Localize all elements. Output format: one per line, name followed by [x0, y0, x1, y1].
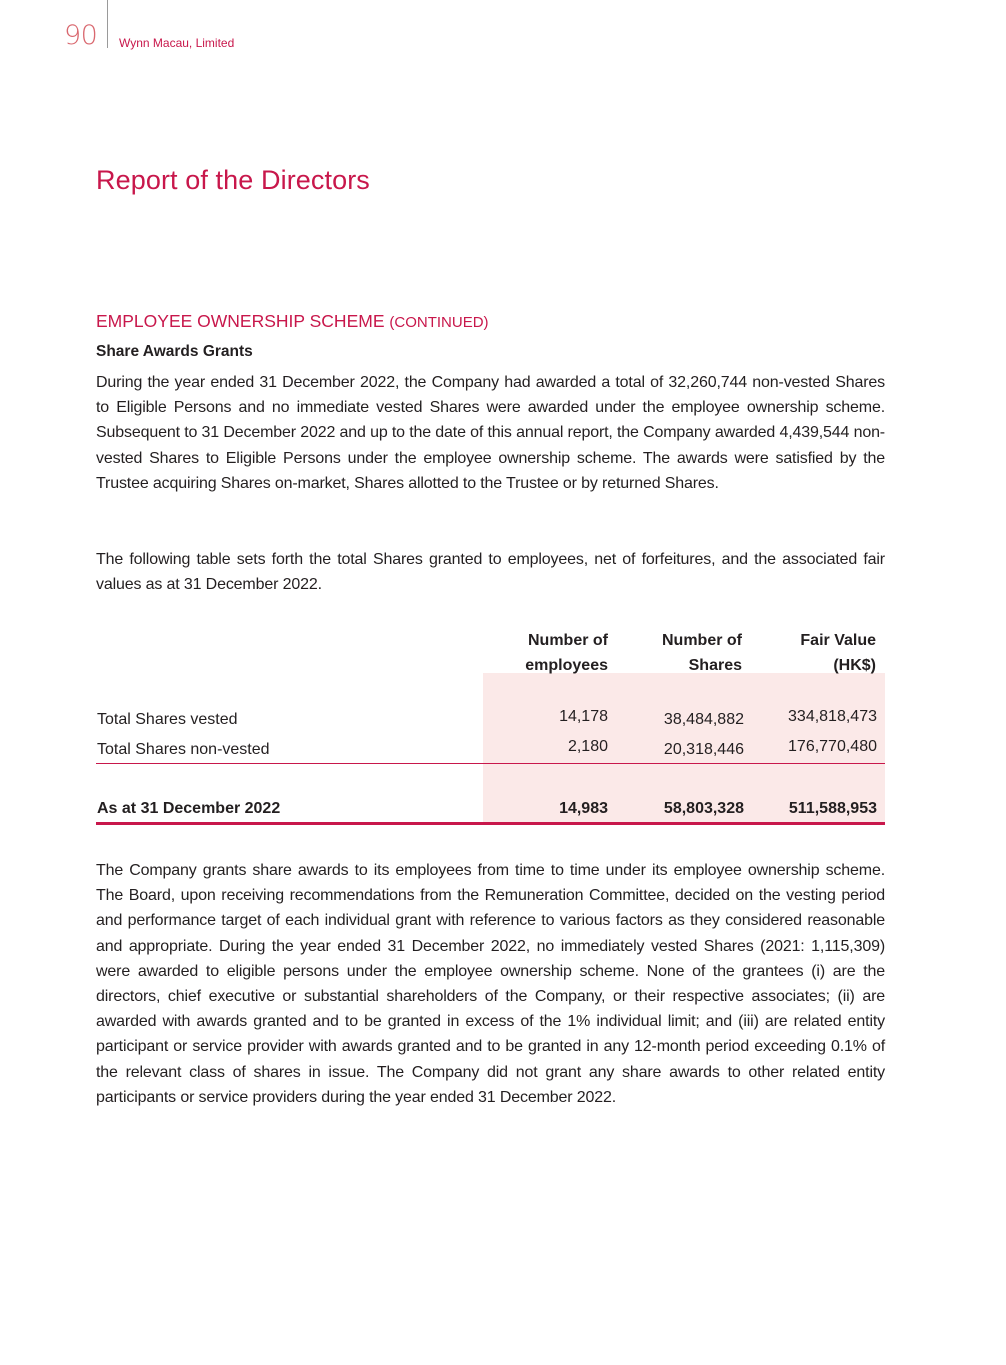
- column-header-line2: (HK$): [833, 657, 876, 674]
- table-subtotal-rule: [96, 763, 885, 764]
- cell-fair-value: 176,770,480: [788, 738, 877, 755]
- page-number: 90: [64, 20, 98, 51]
- cell-shares: 20,318,446: [663, 741, 744, 758]
- column-header-line2: employees: [525, 657, 608, 674]
- column-header-line1: Number of: [662, 632, 742, 649]
- table-row: [96, 708, 885, 737]
- cell-employees: 14,178: [559, 708, 608, 725]
- row-label: As at 31 December 2022: [97, 800, 281, 817]
- row-label: Total Shares non-vested: [97, 741, 270, 758]
- column-header-line1: Fair Value: [800, 632, 876, 649]
- company-name: Wynn Macau, Limited: [119, 36, 235, 50]
- header-divider: [107, 0, 108, 48]
- cell-employees: 2,180: [567, 738, 608, 755]
- row-label: Total Shares vested: [97, 711, 238, 728]
- cell-shares: 38,484,882: [663, 711, 744, 728]
- paragraph-share-awards: During the year ended 31 December 2022, the Company had awarded a total of 32,260,744 non-vested Shares to Eligible Persons and no immediate vested Shares were awarded under the employee ownership scheme. Subsequent to 31 December 2022 and up to the date of this annual report, the Company awarded 4,439,544 non-vested Shares to Eligible Persons under the employee ownership scheme. The awards were satisfied by the Trustee acquiring Shares on-market, Shares allotted to the Trustee or by returned Shares.: [96, 374, 885, 492]
- section-heading-suffix: (CONTINUED): [389, 314, 489, 331]
- cell-fair-value: 511,588,953: [788, 800, 877, 817]
- cell-fair-value: 334,818,473: [788, 708, 877, 725]
- column-header-shares: [622, 628, 742, 678]
- paragraph-table-intro: The following table sets forth the total Shares granted to employees, net of forfeitures, and the associated fair values as at 31 December 2022.: [96, 551, 885, 594]
- cell-shares: 58,803,328: [663, 800, 744, 817]
- column-header-employees: [488, 628, 608, 678]
- paragraph-grant-policy: The Company grants share awards to its employees from time to time under its employee ownership scheme. The Board, upon receiving recommendations from the Remuneration Committee, decided on the vesting period and performance target of each individual grant with reference to various factors as they considered reasonable and appropriate. During the year ended 31 December 2022, no immediately vested Shares (2021: 1,115,309) were awarded to eligible persons under the employee ownership scheme. None of the grantees (i) are the directors, chief executive or substantial shareholders of the Company, or their respective associates; (ii) are awarded with awards granted and to be granted in excess of the 1% individual limit; and (iii) are related entity participant or service provider with awards granted and to be granted in any 12-month period exceeding 0.1% of the relevant class of shares in issue. The Company did not grant any share awards to other related entity participants or service providers during the year ended 31 December 2022.: [96, 862, 885, 1106]
- column-header-line2: Shares: [688, 657, 742, 674]
- section-heading: [96, 311, 489, 332]
- column-header-fair-value: [756, 628, 876, 678]
- section-heading-text: EMPLOYEE OWNERSHIP SCHEME: [96, 311, 385, 331]
- column-header-line1: Number of: [528, 632, 608, 649]
- sub-heading: Share Awards Grants: [96, 343, 253, 360]
- cell-employees: 14,983: [559, 800, 608, 817]
- page-title: Report of the Directors: [96, 165, 370, 195]
- table-total-rule: [96, 822, 885, 825]
